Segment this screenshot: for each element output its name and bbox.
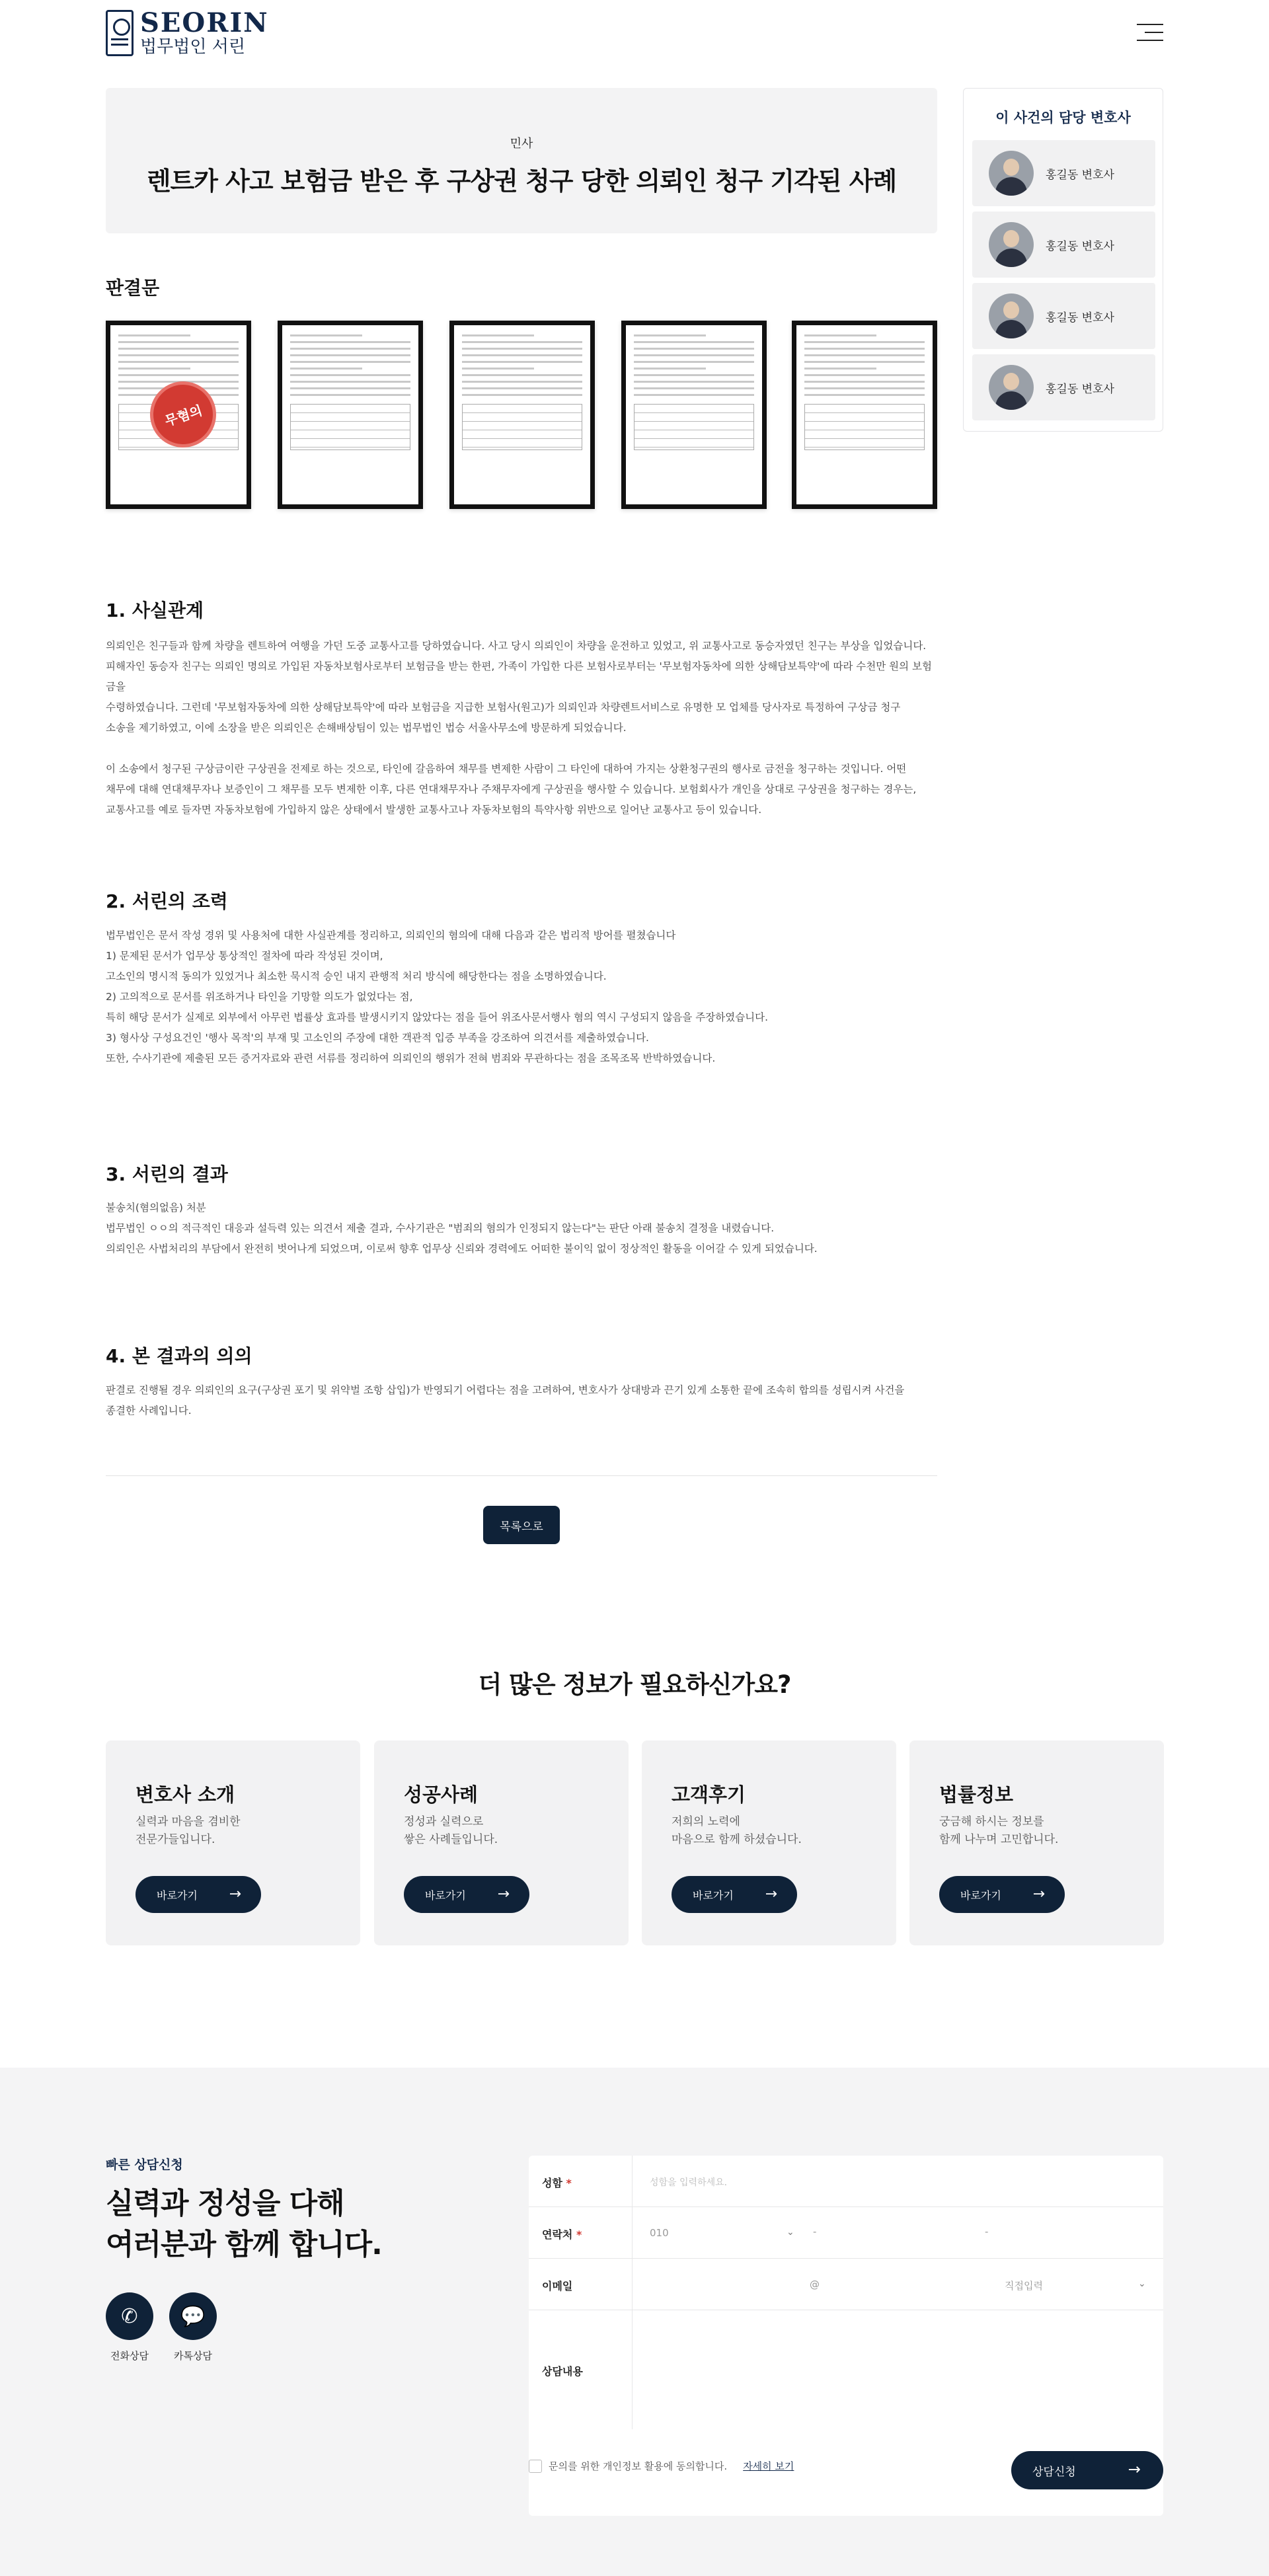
lawyer-avatar bbox=[989, 365, 1034, 410]
section-body bbox=[106, 1198, 939, 1259]
logo-icon bbox=[106, 10, 134, 56]
card-description: 궁금해 하시는 정보를 함께 나누며 고민합니다. bbox=[939, 1815, 1059, 1846]
phone-prefix-select[interactable]: 010 bbox=[650, 2227, 669, 2239]
card-title: 고객후기 bbox=[672, 1783, 746, 1806]
lawyer-name: 홍길동 변호사 bbox=[1046, 168, 1114, 182]
lawyers-panel-title: 이 사건의 담당 변호사 bbox=[995, 110, 1131, 126]
email-at: @ bbox=[810, 2279, 820, 2290]
consult-kicker: 빠른 상담신청 bbox=[106, 2158, 183, 2172]
body-line: 특히 해당 문서가 실제로 외부에서 아무런 법률상 효과를 발생시키지 않았다는 점을 들어 위조사문서행사 혐의 역시 구성되지 않음을 주장하였습니다. bbox=[106, 1011, 769, 1023]
card-title: 변호사 소개 bbox=[135, 1783, 235, 1806]
card-go-label: 바로가기 bbox=[425, 1889, 466, 1902]
email-label: 이메일 bbox=[542, 2280, 573, 2292]
lawyer-card[interactable] bbox=[972, 140, 1155, 206]
card-go-button[interactable] bbox=[939, 1876, 1065, 1913]
back-to-list-button[interactable]: 목록으로 bbox=[483, 1506, 560, 1544]
verdict-stamp: 무혐의 bbox=[141, 373, 225, 456]
name-label: 성함 * bbox=[542, 2177, 572, 2189]
card-title: 법률정보 bbox=[939, 1783, 1014, 1806]
form-row-name bbox=[529, 2156, 1163, 2207]
privacy-detail-link[interactable]: 자세히 보기 bbox=[743, 2460, 794, 2472]
lawyer-name: 홍길동 변호사 bbox=[1046, 382, 1114, 396]
verdict-documents bbox=[106, 321, 937, 509]
arrow-right-icon: → bbox=[497, 1886, 510, 1902]
lawyer-card[interactable] bbox=[972, 283, 1155, 349]
email-domain-select[interactable]: 직접입력 bbox=[1005, 2280, 1043, 2292]
content-divider bbox=[106, 1475, 937, 1476]
consult-submit-button[interactable] bbox=[1011, 2451, 1163, 2489]
section-body bbox=[106, 925, 939, 1069]
body-line: 채무에 대해 연대채무자나 보증인이 그 채무를 모두 변제한 이후, 다른 연대채무자나 주채무자에게 구상권을 행사할 수 있습니다. 보험회사가 개인을 상대로 구상권을 청구하는 경우는, bbox=[106, 783, 917, 795]
section-body bbox=[106, 1380, 939, 1421]
card-go-label: 바로가기 bbox=[693, 1889, 734, 1902]
verdict-document[interactable] bbox=[792, 321, 937, 509]
lawyer-name: 홍길동 변호사 bbox=[1046, 239, 1114, 253]
arrow-right-icon: → bbox=[1128, 2461, 1141, 2478]
section-heading: 4. 본 결과의 의의 bbox=[106, 1345, 252, 1367]
body-line: 1) 문제된 문서가 업무상 통상적인 절차에 따라 작성된 것이며, bbox=[106, 950, 383, 962]
form-row-phone bbox=[529, 2207, 1163, 2259]
body-line: 교통사고를 예로 들자면 자동차보험에 가입하지 않은 상태에서 발생한 교통사고나 자동차보험의 특약사항 위반으로 일어난 교통사고 등이 있습니다. bbox=[106, 804, 762, 816]
privacy-checkbox[interactable] bbox=[529, 2460, 542, 2473]
case-title-box bbox=[106, 88, 937, 233]
section-heading: 3. 서린의 결과 bbox=[106, 1163, 228, 1185]
verdict-heading: 판결문 bbox=[106, 277, 160, 299]
card-description: 저희의 노력에 마음으로 함께 하셨습니다. bbox=[672, 1815, 802, 1846]
card-description: 정성과 실력으로 쌓은 사례들입니다. bbox=[404, 1815, 498, 1846]
lawyer-card[interactable] bbox=[972, 354, 1155, 420]
info-card-lawyers bbox=[106, 1740, 360, 1945]
card-go-button[interactable] bbox=[135, 1876, 261, 1913]
verdict-document[interactable] bbox=[106, 321, 251, 509]
site-header bbox=[0, 0, 1269, 66]
form-row-email bbox=[529, 2259, 1163, 2310]
arrow-right-icon: → bbox=[229, 1886, 241, 1902]
logo-name-en: SEORIN bbox=[140, 7, 269, 38]
card-go-label: 바로가기 bbox=[960, 1889, 1001, 1902]
info-card-legal bbox=[909, 1740, 1164, 1945]
verdict-document[interactable] bbox=[278, 321, 423, 509]
lawyers-panel bbox=[963, 88, 1163, 432]
verdict-document[interactable] bbox=[621, 321, 767, 509]
body-line: 판결로 진행될 경우 의뢰인의 요구(구상권 포기 및 위약벌 조항 삽입)가 반영되기 어렵다는 점을 고려하여, 변호사가 상대방과 끈기 있게 소통한 끝에 조속히 합의를 성립시켜 사건을 bbox=[106, 1384, 905, 1396]
lawyer-name: 홍길동 변호사 bbox=[1046, 311, 1114, 325]
section-heading: 1. 사실관계 bbox=[106, 600, 204, 621]
card-go-button[interactable] bbox=[404, 1876, 529, 1913]
kakao-consult-label: 카톡상담 bbox=[174, 2350, 212, 2362]
body-line: 3) 형사상 구성요건인 '행사 목적'의 부재 및 고소인의 주장에 대한 객관적 입증 부족을 강조하여 의견서를 제출하였습니다. bbox=[106, 1032, 649, 1044]
body-line: 의뢰인은 친구들과 함께 차량을 렌트하여 여행을 가던 도중 교통사고를 당하였습니다. 사고 당시 의뢰인이 차량을 운전하고 있었고, 위 교통사고로 동승자였던 친구는 부상을 입었습니다. bbox=[106, 640, 927, 652]
arrow-right-icon: → bbox=[765, 1886, 777, 1902]
section-body bbox=[106, 636, 939, 820]
kakao-chat-icon[interactable]: 💬 bbox=[169, 2292, 217, 2340]
phone-last-input[interactable]: - bbox=[985, 2226, 989, 2238]
chevron-down-icon: ⌄ bbox=[787, 2227, 794, 2238]
section-heading: 2. 서린의 조력 bbox=[106, 890, 228, 912]
submit-label: 상담신청 bbox=[1032, 2465, 1076, 2479]
case-title: 렌트카 사고 보험금 받은 후 구상권 청구 당한 의뢰인 청구 기각된 사례 bbox=[146, 167, 897, 196]
logo-name-ko: 법무법인 서린 bbox=[140, 37, 245, 57]
phone-middle-input[interactable]: - bbox=[813, 2226, 817, 2238]
body-line: 법무법인 ㅇㅇ의 적극적인 대응과 설득력 있는 의견서 제출 결과, 수사기관은 "범죄의 혐의가 인정되지 않는다"는 판단 아래 불송치 결정을 내렸습니다. bbox=[106, 1222, 775, 1234]
phone-label: 연락처 * bbox=[542, 2228, 582, 2241]
body-line: 종결한 사례입니다. bbox=[106, 1405, 192, 1417]
phone-consult-label: 전화상담 bbox=[110, 2350, 149, 2362]
card-go-button[interactable] bbox=[672, 1876, 797, 1913]
body-line: 불송치(혐의없음) 처분 bbox=[106, 1202, 206, 1214]
arrow-right-icon: → bbox=[1032, 1886, 1045, 1902]
body-line: 소송을 제기하였고, 이에 소장을 받은 의뢰인은 손해배상팀이 있는 법무법인 법승 서울사무소에 방문하게 되었습니다. bbox=[106, 722, 627, 734]
body-line: 피해자인 동승자 친구는 의뢰인 명의로 가입된 자동차보험사로부터 보험금을 받는 한편, 가족이 가입한 다른 보험사로부터는 '무보험자동차에 의한 상해담보특약'에 따라 수천만 원의 보험금을 bbox=[106, 660, 932, 693]
card-title: 성공사례 bbox=[404, 1783, 479, 1806]
chevron-down-icon: ⌄ bbox=[1138, 2279, 1146, 2289]
privacy-agree-text: 문의를 위한 개인정보 활용에 동의합니다. bbox=[549, 2460, 728, 2472]
consult-title: 실력과 정성을 다해 여러분과 함께 합니다. bbox=[106, 2187, 382, 2261]
phone-icon[interactable]: ✆ bbox=[106, 2292, 153, 2340]
content-label: 상담내용 bbox=[542, 2365, 583, 2378]
logo[interactable] bbox=[106, 9, 269, 57]
case-category: 민사 bbox=[510, 137, 533, 151]
lawyer-avatar bbox=[989, 293, 1034, 338]
consult-section bbox=[0, 2068, 1269, 2576]
body-line: 법무법인은 문서 작성 경위 및 사용처에 대한 사실관계를 정리하고, 의뢰인의 혐의에 대해 다음과 같은 법리적 방어를 펼쳤습니다 bbox=[106, 929, 676, 941]
hamburger-menu-icon[interactable] bbox=[1137, 20, 1163, 45]
lawyer-avatar bbox=[989, 151, 1034, 196]
card-go-label: 바로가기 bbox=[157, 1889, 198, 1902]
body-line: 의뢰인은 사법처리의 부담에서 완전히 벗어나게 되었으며, 이로써 향후 업무상 신뢰와 경력에도 어떠한 불이익 없이 정상적인 활동을 이어갈 수 있게 되었습니다. bbox=[106, 1243, 818, 1255]
info-card-reviews bbox=[642, 1740, 896, 1945]
lawyer-avatar bbox=[989, 222, 1034, 267]
body-line: 고소인의 명시적 동의가 있었거나 최소한 묵시적 승인 내지 관행적 처리 방식에 해당한다는 점을 소명하였습니다. bbox=[106, 970, 607, 982]
body-line: 이 소송에서 청구된 구상금이란 구상권을 전제로 하는 것으로, 타인에 갈음하여 채무를 변제한 사람이 그 타인에 대하여 가지는 상환청구권의 행사로 금전을 청구하는 것입니다. 어떤 bbox=[106, 763, 907, 775]
content-textarea[interactable] bbox=[633, 2310, 1163, 2429]
body-line: 또한, 수사기관에 제출된 모든 증거자료와 관련 서류를 정리하여 의뢰인의 행위가 전혀 범죄와 무관하다는 점을 조목조목 반박하였습니다. bbox=[106, 1052, 716, 1064]
verdict-document[interactable] bbox=[449, 321, 595, 509]
body-line: 2) 고의적으로 문서를 위조하거나 타인을 기망할 의도가 없었다는 점, bbox=[106, 991, 413, 1003]
more-info-title: 더 많은 정보가 필요하신가요? bbox=[478, 1670, 791, 1699]
lawyer-card[interactable] bbox=[972, 212, 1155, 278]
body-line: 수령하였습니다. 그런데 '무보험자동차에 의한 상해담보특약'에 따라 보험금을 지급한 보험사(원고)가 의뢰인과 차량렌트서비스로 유명한 모 업체를 당사자로 특정하여 구상금 청구 bbox=[106, 701, 901, 713]
privacy-agree bbox=[529, 2459, 794, 2473]
info-card-cases bbox=[374, 1740, 629, 1945]
name-input[interactable]: 성함을 입력하세요. bbox=[650, 2177, 728, 2188]
card-description: 실력과 마음을 겸비한 전문가들입니다. bbox=[135, 1815, 241, 1846]
